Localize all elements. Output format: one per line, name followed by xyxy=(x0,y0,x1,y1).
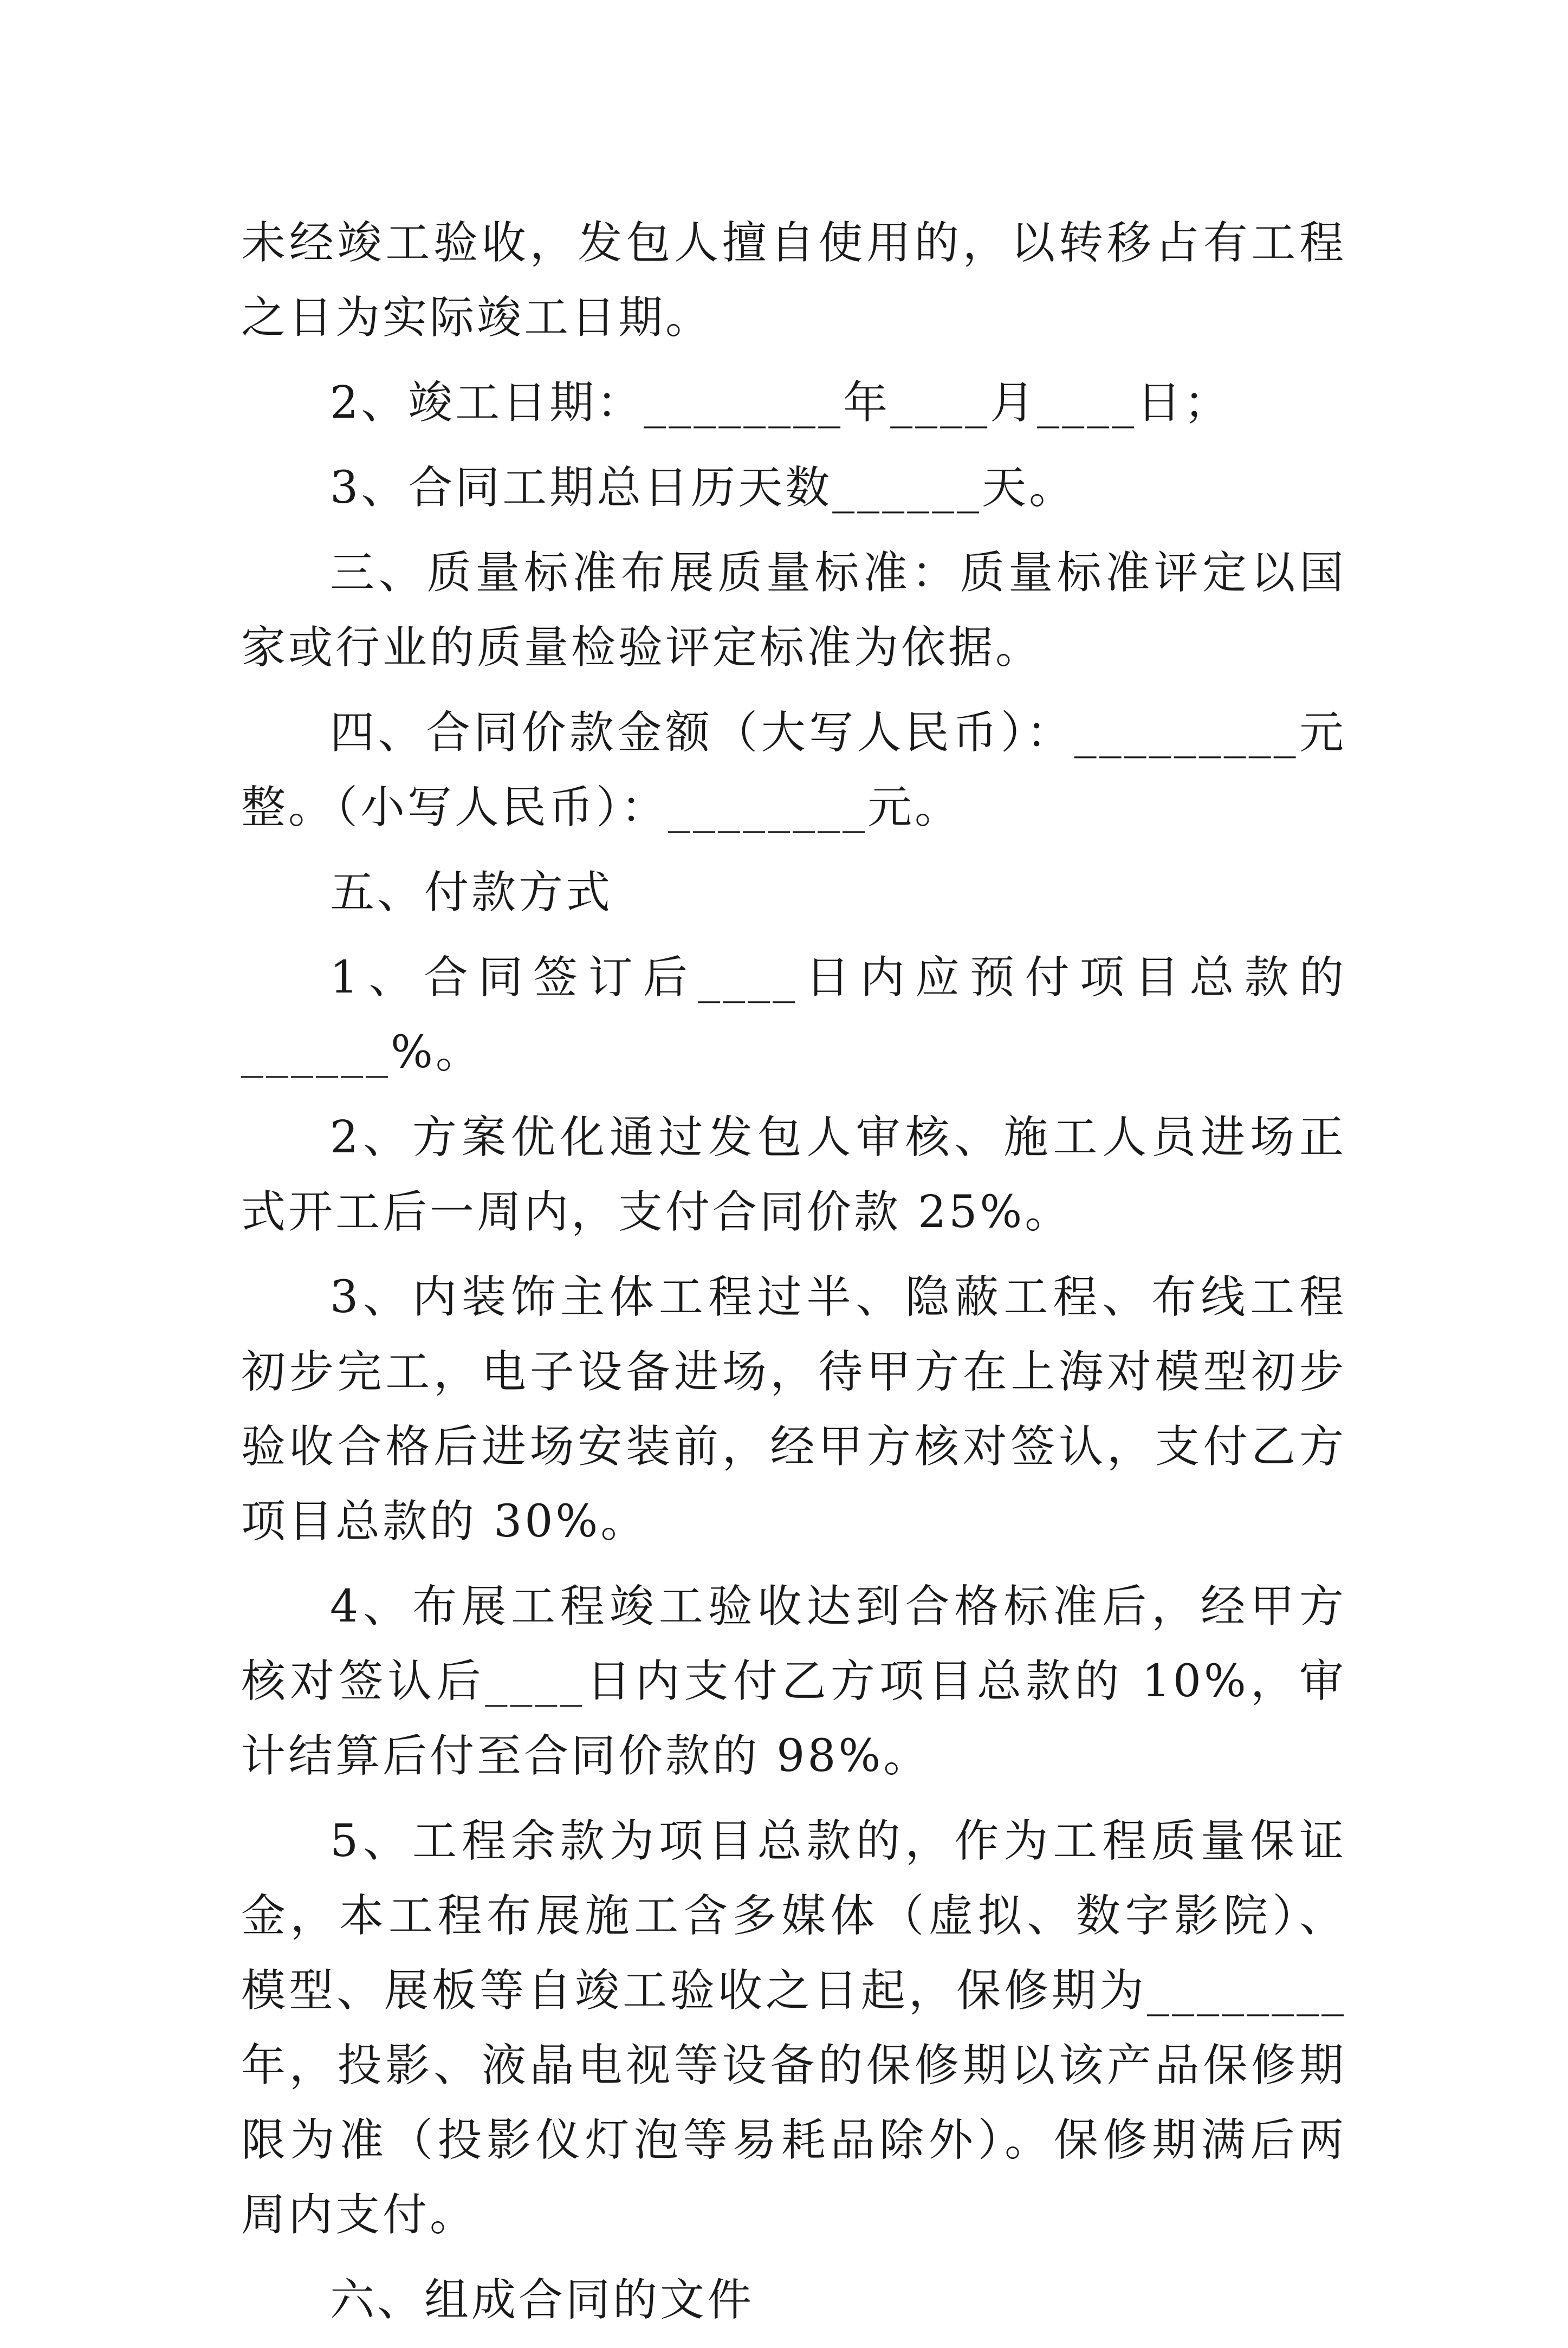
paragraph-completion-date-note: 未经竣工验收，发包人擅自使用的，以转移占有工程之日为实际竣工日期。 xyxy=(241,217,1346,343)
paragraph-payment-4: 4、布展工程竣工验收达到合格标准后，经甲方核对签认后____日内支付乙方项目总款的 10%，审计结算后付至合同价款的 98%。 xyxy=(241,1581,1346,1782)
document-body xyxy=(241,206,1346,2348)
heading-contract-documents: 六、组成合同的文件 xyxy=(330,2274,755,2326)
paragraph-completion-date: 2、竣工日期：________年____月____日； xyxy=(330,377,1232,429)
paragraph-payment-2: 2、方案优化通过发包人审核、施工人员进场正式开工后一周内，支付合同价款 25%。 xyxy=(241,1112,1346,1238)
heading-payment-method: 五、付款方式 xyxy=(330,867,613,918)
paragraph-payment-1: 1、合同签订后____日内应预付项目总款的______%。 xyxy=(241,952,1346,1078)
paragraph-contract-duration: 3、合同工期总日历天数______天。 xyxy=(330,462,1077,514)
paragraph-contract-price: 四、合同价款金额（大写人民币）：_________元整。（小写人民币）：________元。 xyxy=(241,707,1346,833)
paragraph-payment-3: 3、内装饰主体工程过半、隐蔽工程、布线工程初步完工，电子设备进场，待甲方在上海对模型初步验收合格后进场安装前，经甲方核对签认，支付乙方项目总款的 30%。 xyxy=(241,1272,1346,1547)
paragraph-payment-5: 5、工程余款为项目总款的，作为工程质量保证金，本工程布展施工含多媒体（虚拟、数字影院）、模型、展板等自竣工验收之日起，保修期为________年，投影、液晶电视等设备的保修期以该产品保修期限为准（投影仪灯泡等易耗品除外）。保修期满后两周内支付。 xyxy=(241,1815,1346,2241)
paragraph-quality-standard: 三、质量标准布展质量标准：质量标准评定以国家或行业的质量检验评定标准为依据。 xyxy=(241,547,1346,673)
